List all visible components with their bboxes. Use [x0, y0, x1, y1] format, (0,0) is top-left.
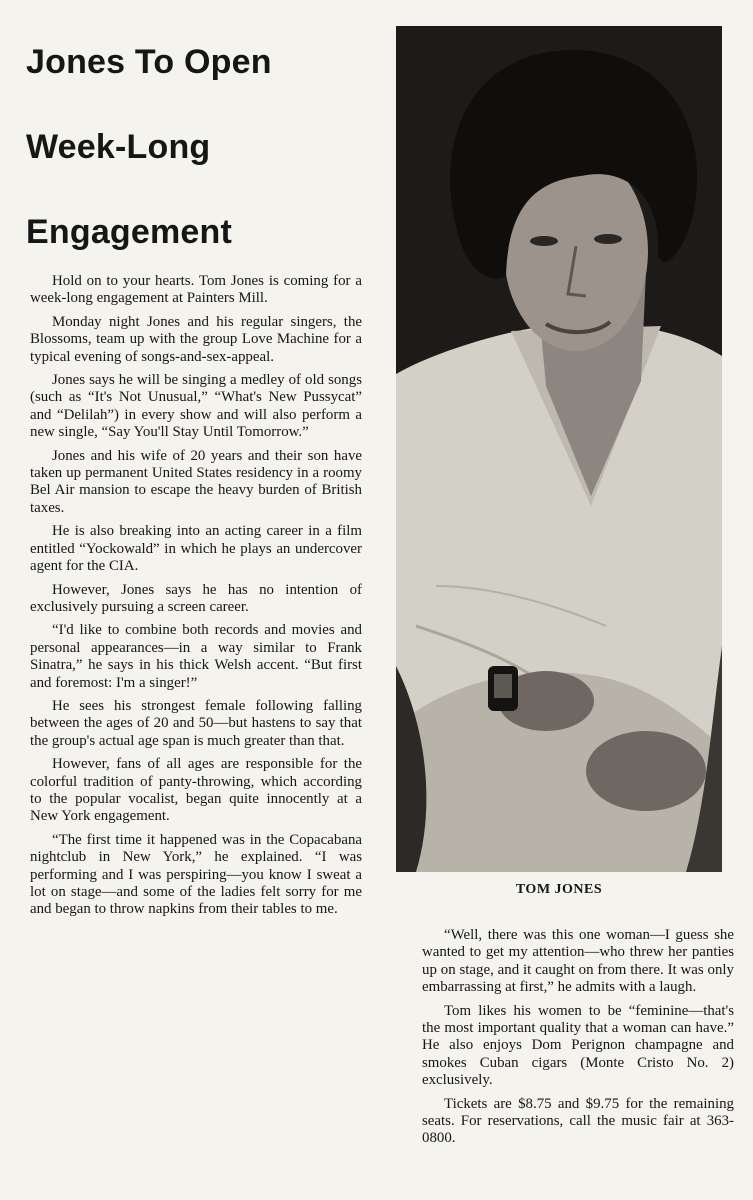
- paragraph: “Well, there was this one woman—I guess she wanted to get my attention—who threw her panties up on stage, and it caught on from there. It was only embarrassing at first,” he admits with a laugh.: [422, 927, 734, 996]
- paragraph: He sees his strongest female following falling between the ages of 20 and 50—but hastens to say that the group's actual age span is much greater than that.: [30, 697, 362, 749]
- paragraph: Tom likes his women to be “feminine—that's the most important quality that a woman can have.” He also enjoys Dom Perignon champagne and smokes Cuban cigars (Monte Cristo No. 2) exclusively.: [422, 1002, 734, 1089]
- paragraph: Monday night Jones and his regular singers, the Blossoms, team up with the group Love Machine for a typical evening of songs-and-sex-appeal.: [30, 313, 362, 365]
- paragraph: Jones says he will be singing a medley of old songs (such as “It's Not Unusual,” “What's New Pussycat” and “Delilah”) in every show and will also perform a new single, “Say You'll Stay Until Tomorrow.”: [30, 372, 362, 441]
- portrait-photo-image: [396, 26, 722, 872]
- article-body-left-column: [30, 273, 362, 925]
- paragraph: Tickets are $8.75 and $9.75 for the remaining seats. For reservations, call the music fair at 363-0800.: [422, 1095, 734, 1147]
- headline: Jones To Open Week-Long Engagement: [26, 43, 272, 251]
- paragraph: He is also breaking into an acting career in a film entitled “Yockowald” in which he plays an undercover agent for the CIA.: [30, 523, 362, 575]
- paragraph: Hold on to your hearts. Tom Jones is coming for a week-long engagement at Painters Mill.: [30, 273, 362, 307]
- paragraph: However, fans of all ages are responsible for the colorful tradition of panty-throwing, which according to the popular vocalist, began quite innocently at a New York engagement.: [30, 756, 362, 825]
- paragraph: Jones and his wife of 20 years and their son have taken up permanent United States residency in a roomy Bel Air mansion to escape the heavy burden of British taxes.: [30, 447, 362, 516]
- article-body-right-column: [422, 927, 734, 1154]
- paragraph: “I'd like to combine both records and movies and personal appearances—in a way similar to Frank Sinatra,” he says in his thick Welsh accent. “But first and foremost: I'm a singer!”: [30, 622, 362, 691]
- paragraph: However, Jones says he has no intention of exclusively pursuing a screen career.: [30, 581, 362, 615]
- photo-caption: TOM JONES: [515, 882, 603, 897]
- paragraph: “The first time it happened was in the Copacabana nightclub in New York,” he explained. “I was performing and I was perspiring—you know I sweat a lot on stage—and some of the ladies felt sorry for me and began to throw napkins from their tables to me.: [30, 831, 362, 918]
- portrait-photo: [396, 26, 722, 872]
